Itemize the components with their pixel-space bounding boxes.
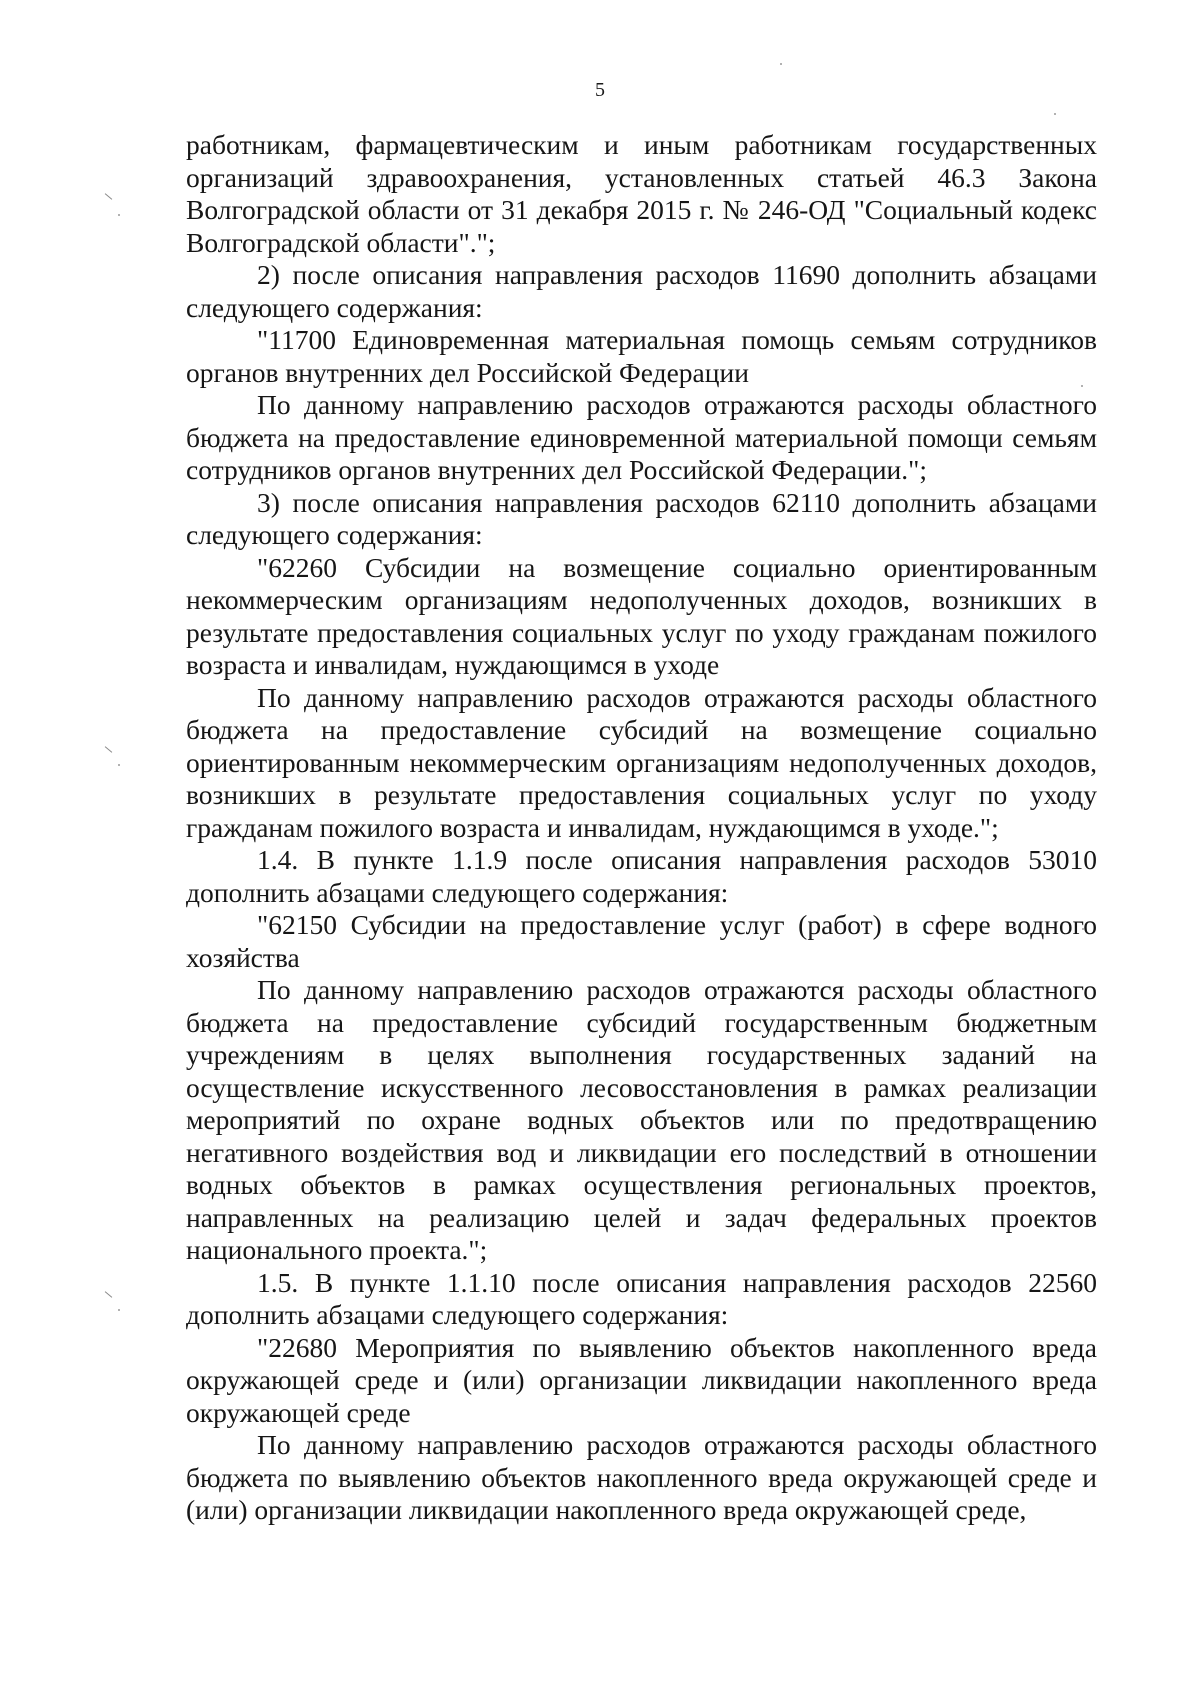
paragraph: "62150 Субсидии на предоставление услуг (работ) в сфере водного хозяйства — [186, 909, 1097, 973]
paragraph: 2) после описания направления расходов 11690 дополнить абзацами следующего содержания: — [186, 259, 1097, 323]
paragraph: "62260 Субсидии на возмещение социально ориентированным некоммерческим организациям недополученных доходов, возникших в результате предоставления социальных услуг по уходу гражданам пожилого возраста и инвалидам, нуждающимся в уходе — [186, 551, 1097, 680]
paragraph: По данному направлению расходов отражаются расходы областного бюджета на предоставление субсидий на возмещение социально ориентированным некоммерческим организациям недополученных доходов, возникших в результате предоставления социальных услуг по уходу гражданам пожилого возраста и инвалидам, нуждающимся в уходе."; — [186, 681, 1097, 843]
paragraph: По данному направлению расходов отражаются расходы областного бюджета на предоставление единовременной материальной помощи семьям сотрудников органов внутренних дел Российской Федерации."; — [186, 389, 1097, 485]
margin-dot — [118, 214, 120, 216]
margin-mark — [105, 746, 113, 753]
paragraph: работникам, фармацевтическим и иным работникам государственных организаций здравоохранения, установленных статьей 46.3 Закона Волгоградской области от 31 декабря 2015 г. № 246-ОД "Социальный кодекс Волгоградской области"."; — [186, 129, 1097, 258]
page-number: 5 — [595, 79, 605, 101]
margin-mark — [105, 1291, 113, 1298]
margin-dot — [118, 1309, 120, 1311]
margin-dot — [118, 764, 120, 766]
paragraph: По данному направлению расходов отражаются расходы областного бюджета на предоставление субсидий государственным бюджетным учреждениям в целях выполнения государственных заданий на осуществление искусственного лесовосстановления в рамках реализации мероприятий по охране водных объектов или по предотвращению негативного воздействия вод и ликвидации его последствий в отношении водных объектов в рамках осуществления региональных проектов, направленных на реализацию целей и задач федеральных проектов национального проекта."; — [186, 974, 1097, 1265]
paragraph: "11700 Единовременная материальная помощь семьям сотрудников органов внутренних дел Российской Федерации — [186, 324, 1097, 388]
paragraph: "22680 Мероприятия по выявлению объектов накопленного вреда окружающей среде и (или) организации ликвидации накопленного вреда окружающей среде — [186, 1331, 1097, 1428]
document-body — [186, 129, 1097, 1527]
paragraph: 3) после описания направления расходов 62110 дополнить абзацами следующего содержания: — [186, 486, 1097, 550]
margin-dot — [1054, 113, 1056, 115]
paragraph: По данному направлению расходов отражаются расходы областного бюджета по выявлению объектов накопленного вреда окружающей среде и (или) организации ликвидации накопленного вреда окружающей среде, — [186, 1429, 1097, 1525]
paragraph: 1.4. В пункте 1.1.9 после описания направления расходов 53010 дополнить абзацами следующего содержания: — [186, 844, 1097, 908]
paragraph: 1.5. В пункте 1.1.10 после описания направления расходов 22560 дополнить абзацами следующего содержания: — [186, 1266, 1097, 1330]
margin-dot — [780, 63, 782, 65]
margin-mark — [105, 193, 113, 200]
